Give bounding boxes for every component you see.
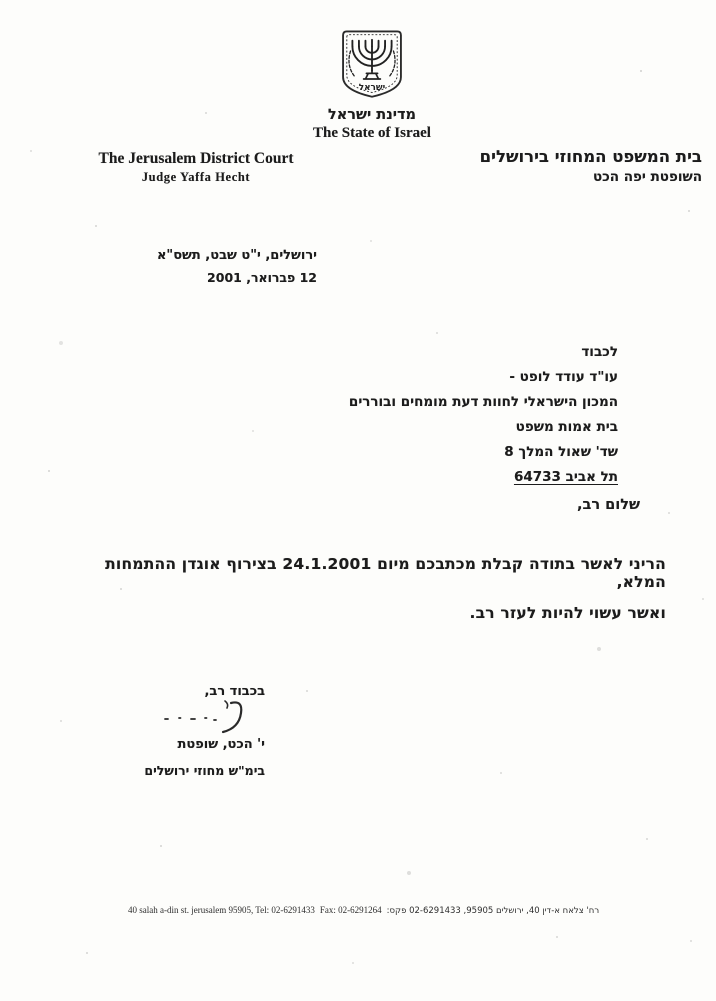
- closing-salutation: בכבוד רב,: [204, 684, 265, 699]
- scan-noise-speckles: [95, 225, 97, 227]
- closing-block: [90, 684, 265, 794]
- letter-body-paragraph: [85, 555, 666, 622]
- israel-state-emblem-icon: [330, 28, 414, 106]
- date-block: [140, 248, 317, 285]
- recipient-line-building: בית אמות משפט: [515, 419, 618, 435]
- state-name-hebrew: מדינת ישראל: [327, 107, 417, 123]
- emblem-label: ישראל: [358, 83, 386, 94]
- recipient-line-institute: המכון הישראלי לחוות דעת מומחים ובוררים: [348, 394, 618, 410]
- body-line-1: הריני לאשר בתודה קבלת מכתבכם מיום 24.1.2001 בצירוף אוגדן ההתמחות המלא,: [105, 555, 666, 591]
- letterhead-footer: [128, 905, 656, 916]
- court-letterhead-hebrew: [432, 147, 702, 185]
- state-name-english: The State of Israel: [313, 125, 431, 141]
- recipient-line-salutation: לכבוד: [581, 344, 618, 360]
- hebrew-date-line: ירושלים, י"ט שבט, תשס"א: [156, 248, 317, 263]
- recipient-line-city: [308, 469, 618, 485]
- judge-name-english: Judge Yaffa Hecht: [141, 170, 251, 184]
- recipient-city-underlined: תל אביב 64733: [513, 469, 618, 485]
- recipient-line-street: שד' שאול המלך 8: [504, 444, 618, 460]
- closing-court-name: בימ"ש מחוזי ירושלים: [144, 763, 265, 778]
- greeting-line: שלום רב,: [577, 497, 640, 513]
- body-line-2: ואשר עשוי להיות לעזר רב.: [469, 604, 666, 622]
- footer-address-english: 40 salah a-din st. jerusalem 95905, Tel: 02-6291433: [128, 905, 315, 915]
- court-letterhead-english: [74, 150, 318, 185]
- footer-address-hebrew: רח' צלאח א-דין 40, ירושלים 95905, 02-6291433 פקס:: [386, 906, 600, 916]
- recipient-line-name: עו"ד עודד לופט -: [509, 369, 618, 385]
- recipient-address-block: [308, 344, 618, 494]
- gregorian-date-line: 12 פברואר, 2001: [207, 270, 317, 285]
- footer-fax-label: Fax: 02-6291264: [319, 905, 382, 915]
- closing-judge-name: י' הכט, שופטת: [177, 737, 265, 752]
- court-name-hebrew: בית המשפט המחוזי בירושלים: [479, 147, 702, 166]
- judge-name-hebrew: השופטת יפה הכט: [592, 169, 702, 185]
- court-name-english: The Jerusalem District Court: [98, 150, 294, 167]
